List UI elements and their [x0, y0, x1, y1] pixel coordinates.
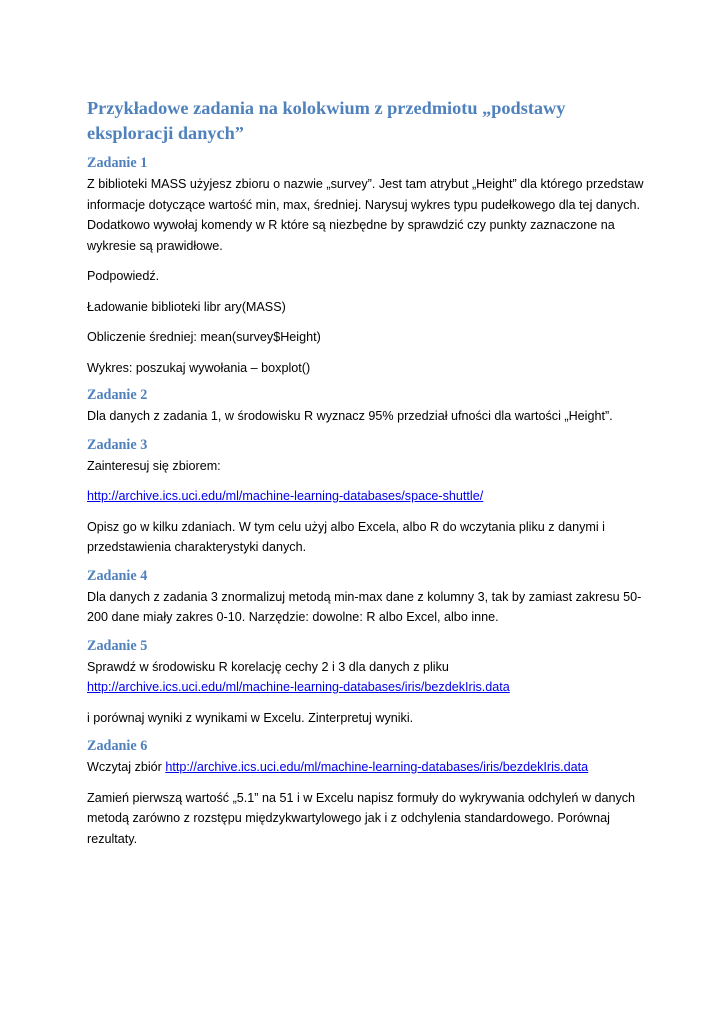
task-6-instructions: Zamień pierwszą wartość „5.1” na 51 i w Excelu napisz formuły do wykrywania odchyleń w danych metodą zarówno z rozstępu międzykwartylowego jak i z odchylenia standardowego. Porównaj rezultaty. — [87, 790, 636, 846]
task-1-load-library: Ładowanie biblioteki libr ary(MASS) — [87, 299, 286, 314]
task-1-mean: Obliczenie średniej: mean(survey$Height) — [87, 330, 321, 344]
task-1 — [87, 155, 647, 378]
task-4-description: Dla danych z zadania 3 znormalizuj metodą min-max dane z kolumny 3, tak by zamiast zakresu 50-200 dane miały zakres 0-10. Narzędzie: dowolne: R albo Excel, albo inne. — [87, 589, 642, 624]
task-6-description-text: Wczytaj zbiór — [87, 760, 166, 774]
task-2 — [87, 387, 647, 427]
task-3-link-line — [87, 486, 647, 507]
iris-data-link[interactable]: http://archive.ics.uci.edu/ml/machine-learning-databases/iris/bezdekIris.data — [87, 680, 510, 694]
task-1-hint: Podpowiedź. — [87, 269, 160, 283]
task-4 — [87, 568, 647, 628]
task-2-heading: Zadanie 2 — [87, 387, 148, 403]
task-4-heading: Zadanie 4 — [87, 567, 148, 584]
iris-data-link-2[interactable]: http://archive.ics.uci.edu/ml/machine-learning-databases/iris/bezdekIris.data — [165, 760, 589, 774]
task-1-description: Z biblioteki MASS użyjesz zbioru o nazwie „survey”. Jest tam atrybut „Height” dla którego przedstaw informacje dotyczące wartość min, max, średniej. Narysuj wykres typu pudełkowego dla tej danych. Dodatkowo wywołaj komendy w R które są niezbędne by sprawdzić czy punkty zaznaczone na wykresie są prawidłowe. — [87, 177, 644, 253]
task-5 — [87, 638, 647, 729]
task-6-heading: Zadanie 6 — [87, 738, 148, 754]
task-3-heading: Zadanie 3 — [87, 436, 148, 453]
task-5-description — [87, 657, 647, 698]
task-3-description: Zainteresuj się zbiorem: — [87, 458, 221, 473]
task-5-description-text: Sprawdź w środowisku R korelację cechy 2 i 3 dla danych z pliku — [87, 659, 449, 674]
document-page — [87, 96, 647, 859]
task-2-description: Dla danych z zadania 1, w środowisku R wyznacz 95% przedział ufności dla wartości „Height”. — [87, 409, 613, 423]
task-3-instructions: Opisz go w kilku zdaniach. W tym celu użyj albo Excela, albo R do wczytania pliku z danymi i przedstawienia charakterystyki danych. — [87, 519, 605, 554]
task-3 — [87, 437, 647, 558]
task-1-heading: Zadanie 1 — [87, 155, 148, 171]
task-6-description — [87, 757, 647, 778]
task-5-instructions: i porównaj wyniki z wynikami w Excelu. Zinterpretuj wyniki. — [87, 710, 414, 725]
task-1-plot: Wykres: poszukaj wywołania – boxplot() — [87, 360, 311, 375]
task-5-heading: Zadanie 5 — [87, 637, 148, 654]
task-6 — [87, 738, 647, 849]
document-title: Przykładowe zadania na kolokwium z przedmiotu „podstawy eksploracji danych” — [87, 98, 566, 143]
space-shuttle-link[interactable]: http://archive.ics.uci.edu/ml/machine-learning-databases/space-shuttle/ — [87, 489, 484, 503]
